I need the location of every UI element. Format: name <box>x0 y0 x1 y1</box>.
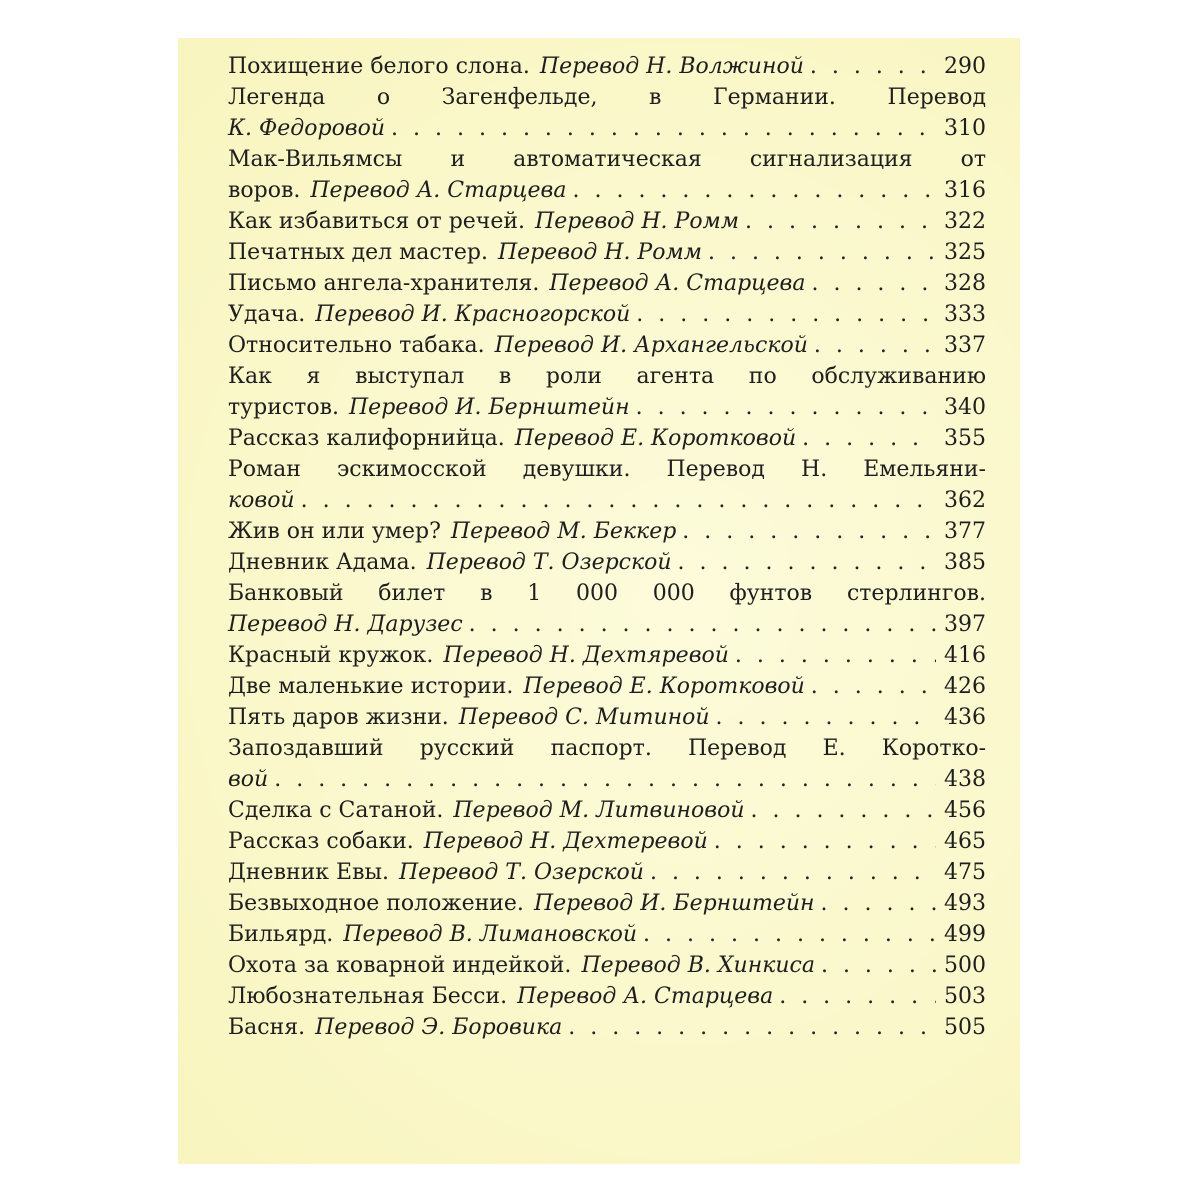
leader-dots <box>750 795 936 826</box>
leader-dots <box>636 392 936 423</box>
page-number: 355 <box>944 426 986 451</box>
page-number: 362 <box>944 488 986 513</box>
page-number: 493 <box>944 891 986 916</box>
translator-credit: Перевод И. Красногорской <box>315 302 631 327</box>
leader-dots <box>469 609 936 640</box>
translator-credit: Перевод Э. Боровика <box>315 1015 563 1040</box>
toc-entry-final-line <box>228 237 986 268</box>
translator-credit: Перевод Т. Озерской <box>426 550 672 575</box>
toc-entry <box>228 857 986 888</box>
leader-dots <box>821 888 936 919</box>
translator-credit: Перевод Н. Ромм <box>497 240 702 265</box>
toc-entry-line <box>228 144 986 175</box>
leader-dots <box>779 981 936 1012</box>
translator-credit: Перевод И. Бернштейн <box>533 891 815 916</box>
leader-dots <box>678 547 936 578</box>
toc-entry-line <box>228 82 986 113</box>
page-number: 456 <box>944 798 986 823</box>
translator-credit: Перевод В. Лимановской <box>343 922 638 947</box>
translator-credit: ковой <box>228 488 295 513</box>
translator-credit: Перевод М. Беккер <box>450 519 677 544</box>
translator-credit: Перевод И. Архангельской <box>494 333 808 358</box>
translator-credit: Перевод Е. Коротковой <box>523 674 805 699</box>
toc-entry <box>228 237 986 268</box>
page-number: 465 <box>944 829 986 854</box>
toc-entry-final-line <box>228 392 986 423</box>
story-title: Любознательная Бесси. <box>228 984 508 1009</box>
toc-entry-final-line <box>228 485 986 516</box>
leader-dots <box>810 51 936 82</box>
toc-entry-line <box>228 733 986 764</box>
page-number: 337 <box>944 333 986 358</box>
toc-entry <box>228 206 986 237</box>
toc-entry-final-line <box>228 206 986 237</box>
toc-entry-text: Роман эскимосской девушки. Перевод Н. Емельяни- <box>228 457 986 482</box>
leader-dots <box>745 206 936 237</box>
story-title: туристов. <box>228 395 339 420</box>
leader-dots <box>714 826 936 857</box>
leader-dots <box>811 268 936 299</box>
toc-entry-final-line <box>228 671 986 702</box>
translator-credit: Перевод Н. Дехтяревой <box>443 643 729 668</box>
leader-dots <box>643 919 936 950</box>
page-number: 328 <box>944 271 986 296</box>
toc-entry <box>228 950 986 981</box>
toc-entry <box>228 919 986 950</box>
leader-dots <box>716 702 936 733</box>
story-title: Басня. <box>228 1015 306 1040</box>
story-title: Красный кружок. <box>228 643 434 668</box>
page-number: 377 <box>944 519 986 544</box>
toc-entry-text: Банковый билет в 1 000 000 фунтов стерлингов. <box>228 581 986 606</box>
leader-dots <box>391 113 936 144</box>
toc-entry-final-line <box>228 981 986 1012</box>
leader-dots <box>682 516 936 547</box>
translator-credit: Перевод Е. Коротковой <box>514 426 797 451</box>
table-of-contents <box>228 51 986 1043</box>
story-title: Сделка с Сатаной. <box>228 798 444 823</box>
toc-entry <box>228 454 986 516</box>
toc-entry-final-line <box>228 640 986 671</box>
toc-entry <box>228 888 986 919</box>
page-number: 475 <box>944 860 986 885</box>
translator-credit: Перевод Н. Волжиной <box>539 54 804 79</box>
page-number: 316 <box>944 178 986 203</box>
toc-entry <box>228 547 986 578</box>
toc-entry <box>228 144 986 206</box>
page-number: 325 <box>944 240 986 265</box>
leader-dots <box>650 857 936 888</box>
story-title: Удача. <box>228 302 306 327</box>
translator-credit: Перевод А. Старцева <box>517 984 774 1009</box>
story-title: Рассказ собаки. <box>228 829 414 854</box>
toc-entry-final-line <box>228 547 986 578</box>
toc-entry-text: Запоздавший русский паспорт. Перевод Е. Коротко- <box>228 736 986 761</box>
leader-dots <box>708 237 936 268</box>
page-number: 385 <box>944 550 986 575</box>
toc-entry-final-line <box>228 702 986 733</box>
page-number: 500 <box>944 953 986 978</box>
leader-dots <box>274 764 936 795</box>
page-number: 499 <box>944 922 986 947</box>
page-number: 310 <box>944 116 986 141</box>
page-number: 416 <box>944 643 986 668</box>
page-number: 322 <box>944 209 986 234</box>
story-title: Жив он или умер? <box>228 519 441 544</box>
toc-entry-final-line <box>228 268 986 299</box>
toc-entry <box>228 516 986 547</box>
page-number: 505 <box>944 1015 986 1040</box>
toc-entry-final-line <box>228 795 986 826</box>
toc-entry-final-line <box>228 51 986 82</box>
page-number: 436 <box>944 705 986 730</box>
page-number: 438 <box>944 767 986 792</box>
toc-entry <box>228 268 986 299</box>
translator-credit: Перевод И. Бернштейн <box>348 395 630 420</box>
story-title: воров. <box>228 178 301 203</box>
story-title: Дневник Адама. <box>228 550 417 575</box>
leader-dots <box>814 330 936 361</box>
page-number: 333 <box>944 302 986 327</box>
toc-entry-text: Мак-Вильямсы и автоматическая сигнализация от <box>228 147 986 172</box>
translator-credit: Перевод С. Митиной <box>458 705 710 730</box>
toc-entry-final-line <box>228 516 986 547</box>
toc-entry <box>228 640 986 671</box>
toc-entry <box>228 671 986 702</box>
story-title: Похищение белого слона. <box>228 54 530 79</box>
toc-entry-line <box>228 578 986 609</box>
translator-credit: Перевод А. Старцева <box>310 178 567 203</box>
story-title: Две маленькие истории. <box>228 674 514 699</box>
leader-dots <box>735 640 936 671</box>
story-title: Печатных дел мастер. <box>228 240 488 265</box>
translator-credit: Перевод Н. Дехтеревой <box>423 829 708 854</box>
story-title: Письмо ангела-хранителя. <box>228 271 540 296</box>
toc-entry <box>228 1012 986 1043</box>
toc-entry <box>228 423 986 454</box>
toc-entry-final-line <box>228 950 986 981</box>
page-number: 290 <box>944 54 986 79</box>
leader-dots <box>572 175 936 206</box>
toc-entry-line <box>228 454 986 485</box>
toc-entry-final-line <box>228 857 986 888</box>
leader-dots <box>636 299 936 330</box>
story-title: Рассказ калифорнийца. <box>228 426 505 451</box>
toc-entry-final-line <box>228 919 986 950</box>
page-number: 503 <box>944 984 986 1009</box>
translator-credit: Перевод В. Хинкиса <box>581 953 815 978</box>
page-number: 426 <box>944 674 986 699</box>
toc-entry-final-line <box>228 826 986 857</box>
toc-entry <box>228 702 986 733</box>
toc-entry-final-line <box>228 1012 986 1043</box>
toc-entry-final-line <box>228 888 986 919</box>
toc-entry <box>228 82 986 144</box>
toc-entry-final-line <box>228 609 986 640</box>
toc-entry-line <box>228 361 986 392</box>
toc-entry-final-line <box>228 113 986 144</box>
story-title: Дневник Евы. <box>228 860 389 885</box>
page-number: 340 <box>944 395 986 420</box>
leader-dots <box>568 1012 936 1043</box>
translator-credit: Перевод Н. Дарузес <box>228 612 463 637</box>
toc-entry-final-line <box>228 299 986 330</box>
story-title: Охота за коварной индейкой. <box>228 953 572 978</box>
toc-entry <box>228 578 986 640</box>
toc-entry-final-line <box>228 175 986 206</box>
toc-entry <box>228 361 986 423</box>
story-title: Бильярд. <box>228 922 334 947</box>
toc-entry-text: Легенда о Загенфельде, в Германии. Перевод <box>228 85 986 110</box>
toc-entry-final-line <box>228 330 986 361</box>
page-number: 397 <box>944 612 986 637</box>
toc-entry <box>228 795 986 826</box>
translator-credit: Перевод Н. Ромм <box>535 209 740 234</box>
toc-entry <box>228 733 986 795</box>
translator-credit: вой <box>228 767 269 792</box>
toc-entry <box>228 51 986 82</box>
toc-entry-final-line <box>228 764 986 795</box>
translator-credit: К. Федоровой <box>228 116 386 141</box>
toc-entry-final-line <box>228 423 986 454</box>
toc-entry <box>228 826 986 857</box>
leader-dots <box>811 671 936 702</box>
translator-credit: Перевод Т. Озерской <box>398 860 644 885</box>
translator-credit: Перевод М. Литвиновой <box>453 798 745 823</box>
story-title: Безвыходное положение. <box>228 891 524 916</box>
toc-entry <box>228 981 986 1012</box>
toc-entry <box>228 330 986 361</box>
story-title: Пять даров жизни. <box>228 705 449 730</box>
leader-dots <box>802 423 936 454</box>
toc-entry <box>228 299 986 330</box>
story-title: Относительно табака. <box>228 333 485 358</box>
toc-entry-text: Как я выступал в роли агента по обслуживанию <box>228 364 986 389</box>
leader-dots <box>301 485 936 516</box>
story-title: Как избавиться от речей. <box>228 209 526 234</box>
translator-credit: Перевод А. Старцева <box>549 271 806 296</box>
leader-dots <box>821 950 936 981</box>
